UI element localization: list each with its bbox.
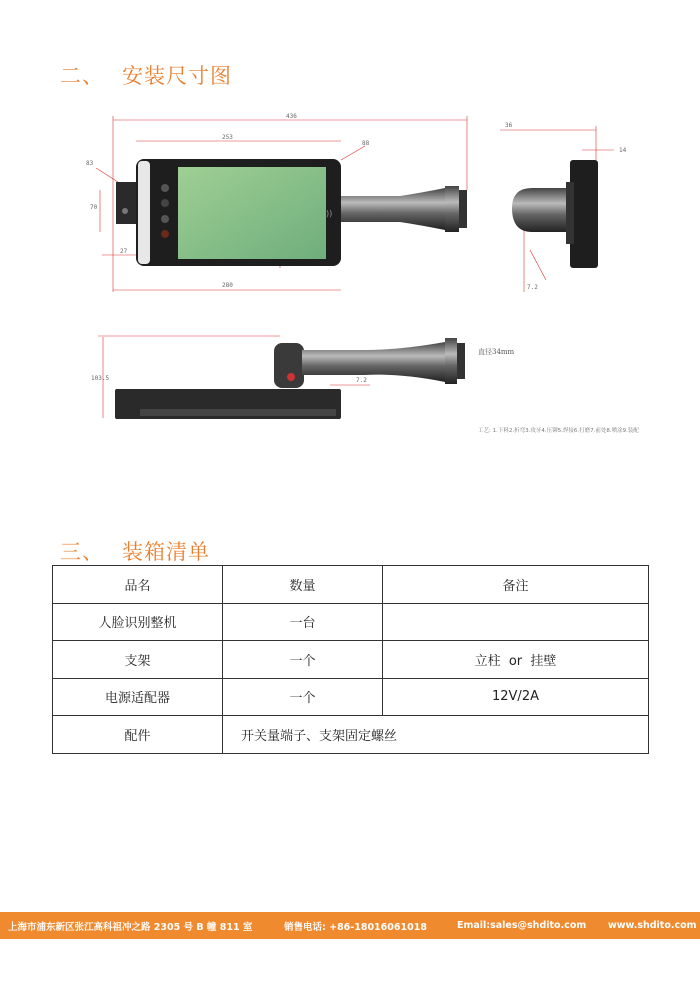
svg-text:)): )) <box>326 209 333 218</box>
dim-436: 436 <box>286 113 297 120</box>
dim-280: 280 <box>222 282 233 289</box>
dim-36: 36 <box>505 122 513 129</box>
section-title-text: 安装尺寸图 <box>122 64 232 88</box>
section-title-text: 装箱清单 <box>122 540 210 564</box>
dim-253: 253 <box>222 134 233 141</box>
table-row <box>53 678 649 716</box>
cell-note: 12V/2A <box>383 678 649 716</box>
front-view <box>86 113 467 292</box>
header-note: 备注 <box>383 566 649 604</box>
cell-qty: 一台 <box>223 603 383 641</box>
dim-7-2-bottom: 7.2 <box>356 377 367 384</box>
process-note: 工艺: 1.下料2.折弯3.攻牙4.压铆5.焊接6.打磨7.前处8.喷涂9.装配 <box>478 428 639 434</box>
installation-dimension-drawing <box>0 100 700 450</box>
header-qty: 数量 <box>223 566 383 604</box>
footer-address: 上海市浦东新区张江高科祖冲之路 2305 号 B 幢 811 室 <box>8 921 253 933</box>
dim-70: 70 <box>90 204 98 211</box>
cell-name: 配件 <box>53 716 223 754</box>
cell-note <box>383 603 649 641</box>
cell-accessories: 开关量端子、支架固定螺丝 <box>223 716 649 754</box>
footer-bar <box>0 912 700 939</box>
section-number: 三、 <box>60 540 104 564</box>
cell-note: 立柱 or 挂壁 <box>383 641 649 679</box>
dim-27: 27 <box>120 248 128 255</box>
table-row <box>53 716 649 754</box>
header-name: 品名 <box>53 566 223 604</box>
cell-name: 支架 <box>53 641 223 679</box>
dim-14: 14 <box>619 147 627 154</box>
table-header-row <box>53 566 649 604</box>
footer-website[interactable]: www.shdito.com <box>608 920 697 931</box>
table-row <box>53 641 649 679</box>
footer-phone[interactable]: 销售电话: +86-18016061018 <box>284 921 427 933</box>
dim-83: 83 <box>86 160 94 167</box>
dim-7-2-side: 7.2 <box>527 284 538 291</box>
section-title-install <box>60 60 232 90</box>
diameter-note: 直径34mm <box>478 348 515 356</box>
table-row <box>53 603 649 641</box>
cell-name: 电源适配器 <box>53 678 223 716</box>
cell-qty: 一个 <box>223 678 383 716</box>
side-view <box>500 122 627 292</box>
cell-name: 人脸识别整机 <box>53 603 223 641</box>
bottom-view <box>91 336 639 434</box>
packing-list-table <box>52 565 649 754</box>
cell-qty: 一个 <box>223 641 383 679</box>
dim-103-5: 103.5 <box>91 375 110 382</box>
section-title-packing <box>60 536 210 566</box>
footer-email[interactable]: Email:sales@shdito.com <box>457 920 587 931</box>
dim-88: 88 <box>362 140 370 147</box>
section-number: 二、 <box>60 64 104 88</box>
